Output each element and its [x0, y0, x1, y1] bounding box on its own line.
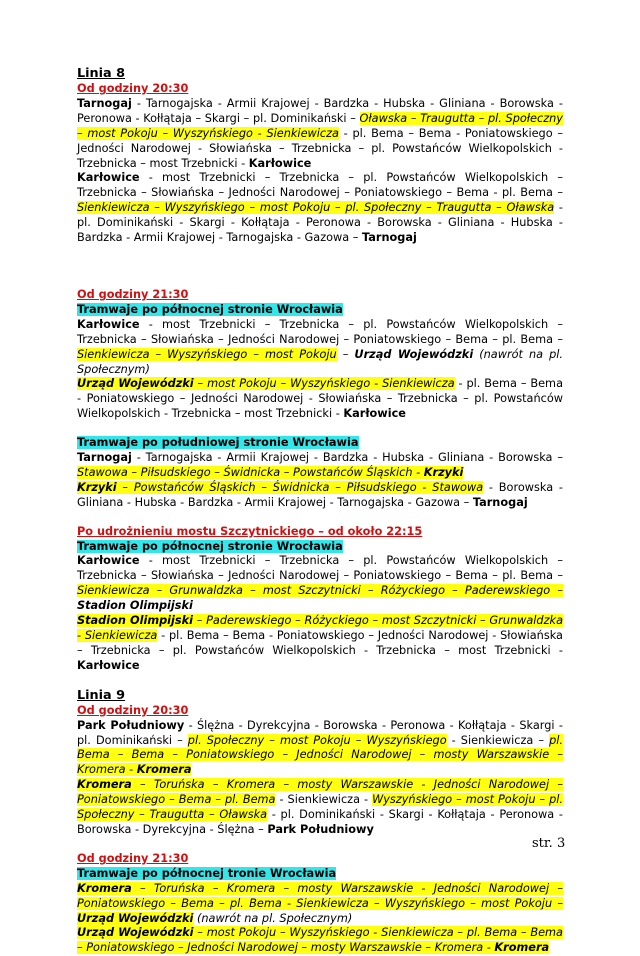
route-segment: Karłowice	[77, 317, 140, 331]
route-segment: Sienkiewicza – Wyszyńskiego – most Pokoju – pl. Społeczny – Traugutta – Oławska	[77, 201, 555, 215]
route-segment: - Tarnogajska - Armii Krajowej - Bardzka - Hubska - Gliniana - Borowska - Peronowa - Kołłątaja – Skargi – pl. Dominikański –	[77, 96, 563, 125]
route-segment: - most Trzebnicki – Trzebnicka – pl. Powstańców Wielkopolskich – Trzebnicka – Słowiańska – Jedności Narodowej – Poniatowskiego – Bema – pl. Bema –	[77, 317, 563, 346]
line-9-title: Linia 9	[77, 687, 126, 703]
route-segment: Tarnogaj	[472, 495, 528, 509]
route-segment: - most Trzebnicki – Trzebnicka – pl. Powstańców Wielkopolskich – Trzebnicka – Słowiańska – Jedności Narodowej – Poniatowskiego – Bema - pl. Bema –	[77, 171, 563, 200]
time-header: Od godziny 21:30	[77, 851, 189, 865]
route-segment: - pl. Dominikański - Skargi - Kołłątaja - Peronowa - Borowska - Dyrekcyjna - Ślężna –	[77, 808, 563, 836]
route-segment: Park Południowy	[267, 822, 374, 836]
route-segment: - Sienkiewicza –	[446, 733, 550, 747]
route-segment: - pl. Bema – Bema - Poniatowskiego – Jedności Narodowej - Słowiańska – Trzebnicka – pl. Powstańców Wielkopolskich - Trzebnicka – most Trzebnicki -	[77, 377, 563, 421]
route-segment: (nawrót na pl. Społecznym)	[77, 347, 563, 376]
route-segment: – Toruńska – Kromera – mosty Warszawskie - Jedności Narodowej – Poniatowskiego – Bema – pl. Bema	[77, 778, 563, 807]
route-segment: - Borowska - Gliniana - Hubska - Bardzka - Armii Krajowej - Tarnogajska - Gazowa –	[77, 480, 563, 509]
route-segment: (nawrót na pl. Społecznym)	[193, 911, 353, 925]
route-segment: Sienkiewicza – Wyszyńskiego – most Pokoju	[77, 347, 337, 361]
route-paragraph	[77, 97, 563, 172]
time-header: Od godziny 20:30	[77, 82, 189, 95]
route-segment: Oławska – Traugutta – pl. Społeczny – most Pokoju – Wyszyńskiego - Sienkiewicza	[77, 111, 563, 140]
route-paragraph	[77, 926, 563, 956]
route-segment: Tarnogaj	[77, 96, 132, 110]
section-subheader: Tramwaje po północnej stronie Wrocławia	[77, 302, 343, 316]
route-segment: Wyszyńskiego – most Pokoju – pl. Społeczny – Traugutta – Oławska	[77, 793, 563, 822]
route-segment: - Ślężna - Dyrekcyjna - Borowska - Peronowa - Kołłątaja - Skargi - pl. Dominikański –	[77, 718, 563, 747]
route-segment: Kromera	[77, 778, 132, 792]
route-paragraph	[77, 614, 563, 674]
route-segment: Krzyki	[423, 465, 464, 479]
route-segment: - pl. Bema – Bema - Poniatowskiego – Jedności Narodowej - Słowiańska – Trzebnicka – pl. Powstańców Wielkopolskich - Trzebnicka – most Trzebnicki -	[77, 126, 563, 170]
route-segment: – most Pokoju – Wyszyńskiego - Sienkiewicza – pl. Bema – Bema – Poniatowskiego – Jedności Narodowej – mosty Warszawskie – Kromera -	[77, 926, 563, 955]
route-segment: pl. Społeczny – most Pokoju – Wyszyńskiego	[187, 733, 447, 747]
section-subheader: Tramwaje po północnej tronie Wrocławia	[77, 866, 337, 880]
route-segment: - Tarnogajska - Armii Krajowej - Bardzka - Hubska - Gliniana - Borowska –	[131, 451, 563, 465]
route-segment: Krzyki	[77, 480, 117, 494]
route-segment: Kromera	[77, 881, 132, 895]
route-segment: – most Pokoju – Wyszyńskiego - Sienkiewicza	[193, 377, 455, 391]
route-segment: - pl. Bema – Bema - Poniatowskiego – Jedności Narodowej - Słowiańska – Trzebnicka – pl. Powstańców Wielkopolskich - Trzebnicka – most Trzebnicki -	[77, 629, 563, 657]
route-segment: Urząd Wojewódzki	[354, 347, 474, 361]
time-header: Od godziny 20:30	[77, 703, 189, 717]
route-segment: – Toruńska – Kromera – mosty Warszawskie - Jedności Narodowej – Poniatowskiego – Bema – pl. Bema - Sienkiewicza – Wyszyńskiego – most Pokoju –	[77, 881, 563, 910]
route-segment: – Powstańców Śląskich – Świdnicka – Piłsudskiego - Stawowa	[116, 480, 484, 494]
route-segment: Kromera	[494, 941, 550, 955]
route-paragraph	[77, 778, 563, 838]
route-segment: - most Trzebnicki – Trzebnicka – pl. Powstańców Wielkopolskich – Trzebnicka – Słowiańska – Jedności Narodowej – Poniatowskiego – Bema – pl. Bema –	[77, 554, 563, 583]
route-segment: Tarnogaj	[77, 451, 132, 465]
route-paragraph	[77, 481, 563, 511]
route-segment: – Paderewskiego – Różyckiego – most Szczytnicki – Grunwaldzka - Sienkiewicza	[77, 614, 563, 642]
route-segment: Karłowice	[77, 171, 140, 185]
time-header: Od godziny 21:30	[77, 287, 189, 301]
time-header: Po udrożnieniu mostu Szczytnickiego – od około 22:15	[77, 524, 423, 538]
route-segment: –	[336, 347, 355, 361]
route-segment: Karłowice	[343, 407, 406, 421]
route-paragraph	[77, 318, 563, 378]
route-segment: pl. Bema – Bema – Poniatowskiego – Jedności Narodowej – mosty Warszawskie – Kromera -	[77, 733, 563, 777]
route-segment: Karłowice	[248, 156, 312, 170]
route-paragraph	[77, 554, 563, 614]
route-segment: - Sienkiewicza -	[275, 793, 373, 807]
route-segment: Urząd Wojewódzki	[77, 911, 194, 925]
route-segment: Kromera	[136, 763, 192, 777]
page-number: str. 3	[532, 836, 566, 851]
route-segment: Urząd Wojewódzki	[77, 377, 194, 391]
document-body	[77, 66, 566, 956]
route-segment: Stadion Olimpijski	[77, 599, 193, 613]
route-segment: Tarnogaj	[362, 231, 417, 245]
line-8-title: Linia 8	[77, 66, 126, 81]
route-paragraph	[77, 719, 563, 779]
route-segment: Urząd Wojewódzki	[77, 926, 194, 940]
route-segment: Park Południowy	[77, 718, 185, 732]
route-segment: Stawowa – Piłsudskiego – Świdnicka – Powstańców Śląskich -	[77, 465, 424, 479]
route-segment: - pl. Dominikański - Skargi - Kołłątaja - Peronowa - Borowska - Gliniana - Hubska - Bardzka - Armii Krajowej - Tarnogajska - Gazowa –	[77, 201, 563, 245]
route-segment: Stadion Olimpijski	[77, 614, 194, 628]
route-paragraph	[77, 377, 563, 422]
route-paragraph	[77, 451, 563, 481]
route-paragraph	[77, 882, 563, 927]
route-segment: Sienkiewicza – Grunwaldzka – most Szczytnicki – Różyckiego – Paderewskiego –	[77, 584, 563, 598]
route-segment: Karłowice	[77, 658, 140, 672]
route-paragraph	[77, 171, 563, 246]
route-segment: Karłowice	[77, 554, 140, 568]
section-subheader: Tramwaje po południowej stronie Wrocławia	[77, 436, 359, 450]
section-subheader: Tramwaje po północnej stronie Wrocławia	[77, 539, 343, 553]
